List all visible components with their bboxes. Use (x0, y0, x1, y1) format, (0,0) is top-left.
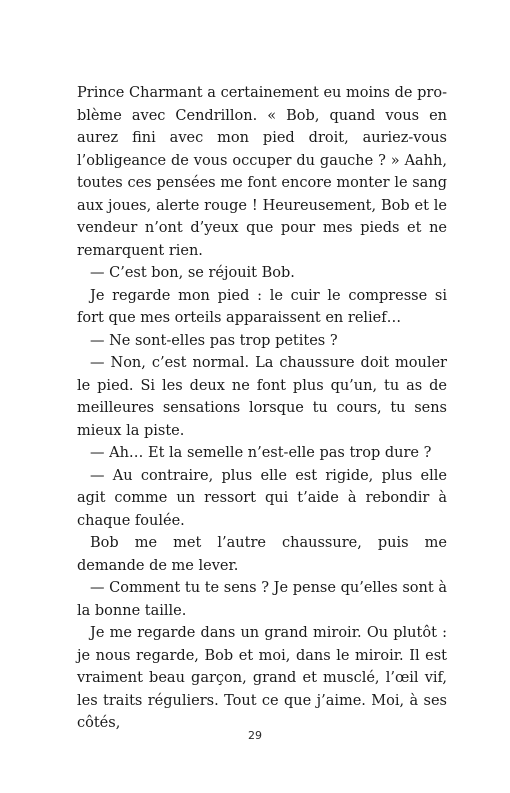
page-number: 29 (248, 729, 262, 742)
paragraph-6: — Ah… Et la semelle n’est-elle pas trop dure ? (90, 445, 432, 461)
paragraph-3: Je regarde mon pied : le cuir le compresse si fort que mes orteils apparaissent en relief… (77, 287, 447, 326)
paragraph-1: Prince Charmant a certainement eu moins de problème avec Cendrillon. « Bob, quand vous en aurez fini avec mon pied droit, auriez-vous l’obligeance de vous occuper du gauche ? » Aahh, toutes ces pensées me font encore monter le sang aux joues, alerte rouge ! Heureusement, Bob et le vendeur n’ont d’yeux que pour mes pieds et ne remarquent rien. (77, 85, 447, 259)
paragraph-10: Je me regarde dans un grand miroir. Ou plutôt : je nous regarde, Bob et moi, dans le miroir. Il est vraiment beau garçon, grand et musclé, l’œil vif, les traits réguliers. Tout ce que j’aime. Moi, à ses côtés, (77, 625, 447, 731)
paragraph-7: — Au contraire, plus elle est rigide, plus elle agit comme un ressort qui t’aide à rebondir à chaque foulée. (77, 467, 447, 529)
body-text (77, 82, 447, 735)
paragraph-5: — Non, c’est normal. La chaussure doit mouler le pied. Si les deux ne font plus qu’un, tu as de meilleures sensations lorsque tu cours, tu sens mieux la piste. (77, 355, 447, 439)
paragraph-9: — Comment tu te sens ? Je pense qu’elles sont à la bonne taille. (77, 580, 447, 619)
paragraph-8: Bob me met l’autre chaussure, puis me demande de me lever. (77, 535, 447, 574)
paragraph-4: — Ne sont-elles pas trop petites ? (90, 332, 338, 349)
paragraph-2: — C’est bon, se réjouit Bob. (90, 265, 295, 281)
